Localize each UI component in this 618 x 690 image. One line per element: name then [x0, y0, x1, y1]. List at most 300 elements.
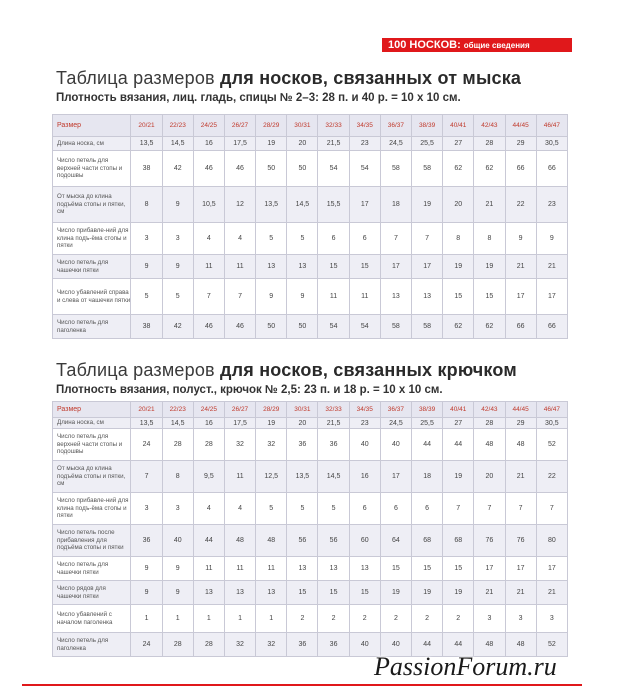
size-header-cell: 24/25 [193, 402, 224, 418]
table-cell: 13,5 [256, 187, 287, 223]
table1-title [56, 68, 521, 89]
header-label: Размер [53, 402, 131, 418]
size-table-knitted [52, 114, 568, 339]
table-cell: 5 [131, 279, 162, 315]
table2-title-bold: для носков, связанных крючком [220, 360, 517, 380]
table-cell: 15 [443, 557, 474, 581]
table-cell: 19 [443, 581, 474, 605]
table-cell: 19 [256, 137, 287, 151]
table-cell: 28 [474, 137, 505, 151]
table-cell: 2 [443, 605, 474, 633]
table-header-row [53, 115, 568, 137]
table-cell: 13 [256, 255, 287, 279]
table-cell: 68 [443, 525, 474, 557]
table-cell: 27 [443, 137, 474, 151]
table-cell: 13,5 [131, 137, 162, 151]
table-cell: 54 [318, 151, 349, 187]
table-cell: 13 [349, 557, 380, 581]
size-header-cell: 30/31 [287, 115, 318, 137]
table-cell: 66 [505, 315, 536, 339]
table-cell: 44 [443, 429, 474, 461]
table-row [53, 137, 568, 151]
table-row [53, 187, 568, 223]
table-cell: 9 [162, 187, 193, 223]
row-label: Длина носка, см [53, 137, 131, 151]
table-cell: 19 [474, 255, 505, 279]
table-cell: 13 [380, 279, 411, 315]
table-cell: 56 [287, 525, 318, 557]
table-cell: 21 [505, 255, 536, 279]
table-cell: 44 [443, 633, 474, 657]
table-cell: 15,5 [318, 187, 349, 223]
table-cell: 52 [536, 429, 567, 461]
table-cell: 11 [224, 557, 255, 581]
table-cell: 15 [349, 255, 380, 279]
table-cell: 30,5 [536, 137, 567, 151]
table-cell: 54 [349, 151, 380, 187]
table-cell: 5 [256, 223, 287, 255]
table-row [53, 151, 568, 187]
table-cell: 4 [193, 493, 224, 525]
table-cell: 11 [224, 461, 255, 493]
table-cell: 1 [162, 605, 193, 633]
table-cell: 13 [256, 581, 287, 605]
section-badge [382, 38, 572, 52]
table-cell: 21,5 [318, 418, 349, 429]
table-cell: 28 [162, 633, 193, 657]
size-header-cell: 26/27 [224, 115, 255, 137]
table-cell: 8 [162, 461, 193, 493]
table-cell: 6 [318, 223, 349, 255]
table-cell: 17,5 [224, 137, 255, 151]
table-cell: 13 [412, 279, 443, 315]
table-cell: 22 [505, 187, 536, 223]
table-cell: 6 [380, 493, 411, 525]
table-row [53, 525, 568, 557]
table-cell: 27 [443, 418, 474, 429]
table-cell: 36 [318, 633, 349, 657]
table-cell: 9 [162, 557, 193, 581]
table-cell: 32 [224, 633, 255, 657]
table-cell: 32 [256, 429, 287, 461]
table-cell: 3 [162, 223, 193, 255]
size-header-cell: 20/21 [131, 115, 162, 137]
table-cell: 48 [505, 429, 536, 461]
bottom-rule [22, 684, 582, 686]
table-cell: 19 [412, 581, 443, 605]
table-cell: 15 [474, 279, 505, 315]
table-cell: 60 [349, 525, 380, 557]
table-cell: 17 [505, 557, 536, 581]
table1-subtitle: Плотность вязания, лиц. гладь, спицы № 2–3: 28 п. и 40 р. = 10 х 10 см. [56, 92, 461, 104]
table-row [53, 223, 568, 255]
table-cell: 21 [536, 581, 567, 605]
table-cell: 9 [131, 581, 162, 605]
table-cell: 8 [443, 223, 474, 255]
table-cell: 40 [349, 429, 380, 461]
table-cell: 9 [256, 279, 287, 315]
table-cell: 6 [349, 493, 380, 525]
table-cell: 46 [193, 151, 224, 187]
table-cell: 16 [349, 461, 380, 493]
size-header-cell: 36/37 [380, 402, 411, 418]
table-cell: 21 [505, 581, 536, 605]
table-cell: 17 [412, 255, 443, 279]
table-cell: 23 [536, 187, 567, 223]
table-cell: 58 [412, 151, 443, 187]
table-cell: 44 [412, 633, 443, 657]
table1-title-bold: для носков, связанных от мыска [220, 68, 522, 88]
watermark: PassionForum.ru [374, 652, 557, 681]
table-cell: 17,5 [224, 418, 255, 429]
table-cell: 23 [349, 418, 380, 429]
table-cell: 19 [443, 461, 474, 493]
table-cell: 9 [505, 223, 536, 255]
table-cell: 13 [318, 557, 349, 581]
table-cell: 15 [380, 557, 411, 581]
table-cell: 13 [287, 255, 318, 279]
table-cell: 10,5 [193, 187, 224, 223]
table-cell: 9 [131, 557, 162, 581]
size-header-cell: 22/23 [162, 402, 193, 418]
row-label: Число убавлений с началом паголенка [53, 605, 131, 633]
size-header-cell: 38/39 [412, 402, 443, 418]
row-label: Число петель после прибавления для подъёма стопы и пятки [53, 525, 131, 557]
badge-subtitle: общие сведения [463, 41, 530, 50]
table-cell: 16 [193, 418, 224, 429]
table-cell: 66 [505, 151, 536, 187]
table-cell: 5 [287, 493, 318, 525]
table-cell: 17 [380, 255, 411, 279]
table-cell: 2 [380, 605, 411, 633]
table-cell: 19 [412, 187, 443, 223]
table-cell: 20 [287, 418, 318, 429]
table-cell: 12,5 [256, 461, 287, 493]
size-header-cell: 42/43 [474, 402, 505, 418]
table-cell: 9 [162, 581, 193, 605]
table-cell: 20 [287, 137, 318, 151]
table-cell: 50 [287, 151, 318, 187]
table-cell: 19 [380, 581, 411, 605]
row-label: От мыска до клина подъёма стопы и пятки, см [53, 187, 131, 223]
table-cell: 6 [412, 493, 443, 525]
table-cell: 14,5 [318, 461, 349, 493]
size-header-cell: 32/33 [318, 115, 349, 137]
table-cell: 1 [256, 605, 287, 633]
table-cell: 14,5 [287, 187, 318, 223]
size-header-cell: 20/21 [131, 402, 162, 418]
table-cell: 3 [536, 605, 567, 633]
table-cell: 3 [131, 223, 162, 255]
table-cell: 7 [536, 493, 567, 525]
table-cell: 17 [536, 279, 567, 315]
table-cell: 15 [443, 279, 474, 315]
table-row [53, 605, 568, 633]
size-header-cell: 44/45 [505, 115, 536, 137]
row-label: Число петель для паголенка [53, 315, 131, 339]
table-cell: 13 [193, 581, 224, 605]
table-cell: 15 [287, 581, 318, 605]
table-cell: 40 [162, 525, 193, 557]
table-cell: 7 [224, 279, 255, 315]
table-cell: 7 [505, 493, 536, 525]
table-cell: 29 [505, 418, 536, 429]
table-cell: 50 [256, 151, 287, 187]
row-label: Число петель для чашечки пятки [53, 557, 131, 581]
table2-subtitle: Плотность вязания, полуст., крючок № 2,5: 23 п. и 18 р. = 10 х 10 см. [56, 384, 443, 396]
row-label: Число убавлений справа и слева от чашечки пятки [53, 279, 131, 315]
table-cell: 17 [349, 187, 380, 223]
table-cell: 2 [349, 605, 380, 633]
table-row [53, 429, 568, 461]
size-header-cell: 42/43 [474, 115, 505, 137]
table-cell: 2 [412, 605, 443, 633]
table-cell: 44 [412, 429, 443, 461]
table-cell: 30,5 [536, 418, 567, 429]
table-cell: 8 [474, 223, 505, 255]
table-cell: 17 [536, 557, 567, 581]
row-label: Число прибавле-ний для клина подъ-ёма стопы и пятки [53, 493, 131, 525]
size-header-cell: 36/37 [380, 115, 411, 137]
table-cell: 2 [318, 605, 349, 633]
table-cell: 24 [131, 633, 162, 657]
table-row [53, 255, 568, 279]
table-cell: 11 [224, 255, 255, 279]
table-cell: 24,5 [380, 137, 411, 151]
table-cell: 38 [131, 315, 162, 339]
table-cell: 48 [474, 429, 505, 461]
table-cell: 20 [443, 187, 474, 223]
table-cell: 66 [536, 315, 567, 339]
table-header-row [53, 402, 568, 418]
table-cell: 9 [536, 223, 567, 255]
size-header-cell: 28/29 [256, 402, 287, 418]
table-cell: 40 [380, 633, 411, 657]
table-cell: 76 [474, 525, 505, 557]
table-cell: 11 [256, 557, 287, 581]
size-header-cell: 32/33 [318, 402, 349, 418]
table-cell: 48 [224, 525, 255, 557]
table-cell: 40 [380, 429, 411, 461]
table-cell: 58 [380, 151, 411, 187]
size-header-cell: 30/31 [287, 402, 318, 418]
table-cell: 13,5 [131, 418, 162, 429]
size-header-cell: 34/35 [349, 115, 380, 137]
table-cell: 4 [193, 223, 224, 255]
table-cell: 20 [474, 461, 505, 493]
table-cell: 25,5 [412, 137, 443, 151]
table-cell: 62 [443, 151, 474, 187]
size-header-cell: 22/23 [162, 115, 193, 137]
table-cell: 28 [193, 633, 224, 657]
table-cell: 56 [318, 525, 349, 557]
table-cell: 11 [349, 279, 380, 315]
table-cell: 62 [474, 315, 505, 339]
table-cell: 17 [380, 461, 411, 493]
table-cell: 54 [318, 315, 349, 339]
row-label: Число петель для чашечки пятки [53, 255, 131, 279]
table-cell: 6 [349, 223, 380, 255]
table-cell: 3 [131, 493, 162, 525]
table-cell: 3 [162, 493, 193, 525]
table-cell: 9 [287, 279, 318, 315]
row-label: Число петель для верхней части стопы и подошвы [53, 429, 131, 461]
table-row [53, 315, 568, 339]
size-header-cell: 34/35 [349, 402, 380, 418]
size-header-cell: 46/47 [536, 115, 567, 137]
table-cell: 8 [131, 187, 162, 223]
table-cell: 3 [505, 605, 536, 633]
table-cell: 48 [505, 633, 536, 657]
table-cell: 48 [474, 633, 505, 657]
table-cell: 46 [224, 315, 255, 339]
table-cell: 19 [256, 418, 287, 429]
table-row [53, 461, 568, 493]
table-cell: 4 [224, 493, 255, 525]
table-cell: 16 [193, 137, 224, 151]
table-cell: 36 [287, 633, 318, 657]
table-cell: 15 [318, 581, 349, 605]
table-cell: 21 [474, 581, 505, 605]
table-cell: 9,5 [193, 461, 224, 493]
table-cell: 15 [349, 581, 380, 605]
size-header-cell: 40/41 [443, 402, 474, 418]
table-cell: 9 [131, 255, 162, 279]
table-cell: 58 [380, 315, 411, 339]
table-cell: 7 [193, 279, 224, 315]
table-cell: 64 [380, 525, 411, 557]
table-cell: 11 [193, 255, 224, 279]
size-header-cell: 28/29 [256, 115, 287, 137]
table-cell: 21 [536, 255, 567, 279]
header-label: Размер [53, 115, 131, 137]
table-cell: 46 [193, 315, 224, 339]
table-cell: 1 [131, 605, 162, 633]
table-cell: 3 [474, 605, 505, 633]
table-cell: 5 [162, 279, 193, 315]
table-cell: 52 [536, 633, 567, 657]
table-cell: 5 [256, 493, 287, 525]
table-cell: 9 [162, 255, 193, 279]
table-cell: 68 [412, 525, 443, 557]
table-row [53, 493, 568, 525]
table-cell: 1 [224, 605, 255, 633]
table-cell: 25,5 [412, 418, 443, 429]
table-cell: 17 [505, 279, 536, 315]
table-cell: 62 [474, 151, 505, 187]
table-cell: 32 [224, 429, 255, 461]
table-cell: 7 [443, 493, 474, 525]
table-cell: 28 [474, 418, 505, 429]
table-cell: 42 [162, 315, 193, 339]
size-table-crochet [52, 401, 568, 657]
table-cell: 28 [162, 429, 193, 461]
table1-title-plain: Таблица размеров [56, 68, 221, 88]
table-cell: 4 [224, 223, 255, 255]
table-cell: 50 [256, 315, 287, 339]
table-cell: 44 [193, 525, 224, 557]
table-cell: 17 [474, 557, 505, 581]
table-cell: 28 [193, 429, 224, 461]
table-cell: 13 [224, 581, 255, 605]
size-header-cell: 40/41 [443, 115, 474, 137]
table-cell: 7 [474, 493, 505, 525]
table-cell: 11 [193, 557, 224, 581]
table-cell: 36 [287, 429, 318, 461]
table-cell: 21 [474, 187, 505, 223]
table-cell: 14,5 [162, 418, 193, 429]
table-cell: 21 [505, 461, 536, 493]
top-line [0, 0, 618, 4]
table-cell: 54 [349, 315, 380, 339]
table-cell: 14,5 [162, 137, 193, 151]
table2-title [56, 360, 517, 381]
table-cell: 18 [412, 461, 443, 493]
row-label: От мыска до клина подъёма стопы и пятки, см [53, 461, 131, 493]
table-cell: 19 [443, 255, 474, 279]
table-cell: 15 [412, 557, 443, 581]
table-cell: 58 [412, 315, 443, 339]
table-cell: 15 [318, 255, 349, 279]
table-cell: 13,5 [287, 461, 318, 493]
table-cell: 21,5 [318, 137, 349, 151]
table-cell: 32 [256, 633, 287, 657]
table-cell: 1 [193, 605, 224, 633]
table-cell: 42 [162, 151, 193, 187]
size-header-cell: 38/39 [412, 115, 443, 137]
table-cell: 36 [318, 429, 349, 461]
table-row [53, 557, 568, 581]
table-cell: 11 [318, 279, 349, 315]
table-cell: 5 [318, 493, 349, 525]
table-cell: 24 [131, 429, 162, 461]
table-cell: 7 [380, 223, 411, 255]
row-label: Длина носка, см [53, 418, 131, 429]
table-cell: 76 [505, 525, 536, 557]
size-header-cell: 24/25 [193, 115, 224, 137]
table-cell: 2 [287, 605, 318, 633]
table-cell: 23 [349, 137, 380, 151]
table-cell: 40 [349, 633, 380, 657]
table-cell: 46 [224, 151, 255, 187]
table-cell: 29 [505, 137, 536, 151]
size-header-cell: 46/47 [536, 402, 567, 418]
table-row [53, 581, 568, 605]
table-row [53, 418, 568, 429]
table-row [53, 279, 568, 315]
table-cell: 48 [256, 525, 287, 557]
table2-title-plain: Таблица размеров [56, 360, 221, 380]
row-label: Число прибавле-ний для клина подъ-ёма стопы и пятки [53, 223, 131, 255]
table-cell: 22 [536, 461, 567, 493]
table-cell: 12 [224, 187, 255, 223]
size-header-cell: 26/27 [224, 402, 255, 418]
table-cell: 62 [443, 315, 474, 339]
table-cell: 80 [536, 525, 567, 557]
table-cell: 7 [131, 461, 162, 493]
table-cell: 66 [536, 151, 567, 187]
row-label: Число петель для паголенка [53, 633, 131, 657]
table-cell: 7 [412, 223, 443, 255]
row-label: Число петель для верхней части стопы и подошвы [53, 151, 131, 187]
table-cell: 50 [287, 315, 318, 339]
table-cell: 36 [131, 525, 162, 557]
table-cell: 5 [287, 223, 318, 255]
row-label: Число рядов для чашечки пятки [53, 581, 131, 605]
table-cell: 13 [287, 557, 318, 581]
table-cell: 38 [131, 151, 162, 187]
size-header-cell: 44/45 [505, 402, 536, 418]
